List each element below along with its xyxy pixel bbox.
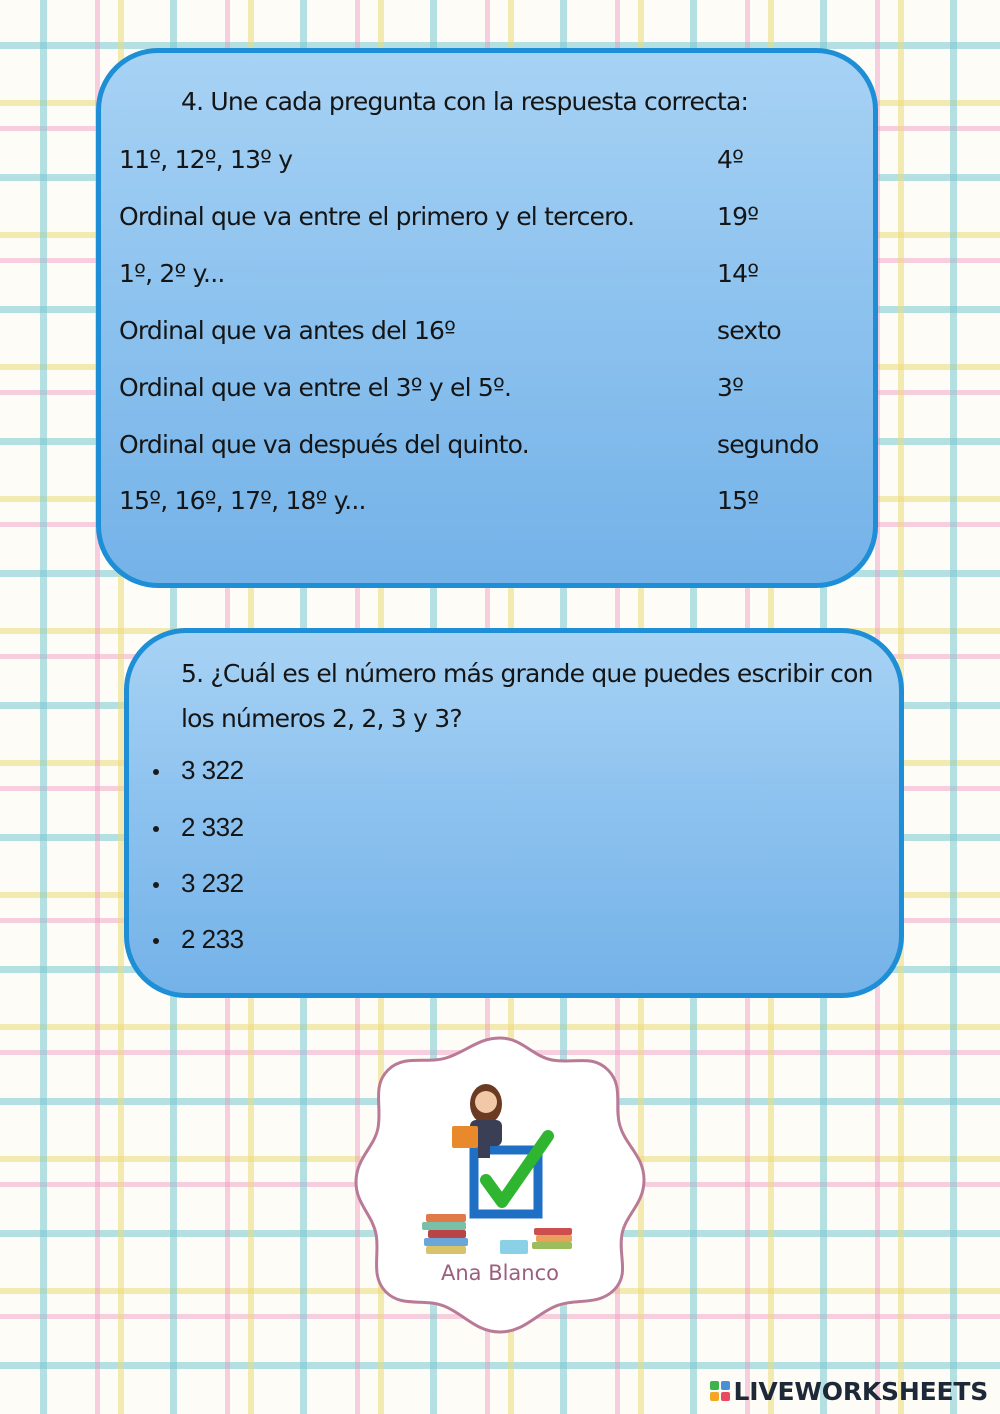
match-answer[interactable]: 14º (717, 259, 759, 288)
option-label[interactable]: 2 332 (181, 812, 244, 842)
option-label[interactable]: 2 233 (181, 924, 244, 954)
match-question[interactable]: 15º, 16º, 17º, 18º y... (119, 486, 366, 515)
exercise-5-question: 5. ¿Cuál es el número más grande que puedes escribir con los números 2, 2, 3 y 3? (181, 659, 873, 733)
liveworksheets-wordmark: LIVEWORKSHEETS (733, 1376, 988, 1406)
match-row (119, 486, 859, 526)
match-answer[interactable]: 15º (717, 486, 759, 515)
match-answer[interactable]: 4º (717, 145, 744, 174)
match-row (119, 373, 859, 413)
exercise-4-card (96, 48, 878, 588)
match-question[interactable]: Ordinal que va antes del 16º (119, 316, 456, 345)
liveworksheets-logo[interactable] (710, 1376, 988, 1406)
match-answer[interactable]: sexto (717, 316, 781, 345)
author-badge (352, 1032, 648, 1338)
exercise-4-title: 4. Une cada pregunta con la respuesta correcta: (181, 87, 749, 116)
match-question[interactable]: 1º, 2º y... (119, 259, 225, 288)
answer-option[interactable] (129, 868, 529, 908)
match-question[interactable]: Ordinal que va entre el primero y el tercero. (119, 202, 635, 231)
match-row (119, 202, 859, 242)
liveworksheets-mark-icon (710, 1381, 730, 1401)
match-row (119, 430, 859, 470)
match-row (119, 259, 859, 299)
match-answer[interactable]: 19º (717, 202, 759, 231)
badge-name: Ana Blanco (440, 1261, 560, 1285)
bullet-icon (153, 938, 159, 944)
match-question[interactable]: Ordinal que va después del quinto. (119, 430, 529, 459)
answer-option[interactable] (129, 755, 529, 795)
match-question[interactable]: 11º, 12º, 13º y (119, 145, 293, 174)
match-answer[interactable]: segundo (717, 430, 819, 459)
badge-frame (352, 1032, 648, 1338)
bullet-icon (153, 826, 159, 832)
option-label[interactable]: 3 322 (181, 755, 244, 785)
exercise-5-card (124, 628, 904, 998)
match-answer[interactable]: 3º (717, 373, 744, 402)
bullet-icon (153, 769, 159, 775)
match-question[interactable]: Ordinal que va entre el 3º y el 5º. (119, 373, 512, 402)
match-row (119, 145, 859, 185)
option-label[interactable]: 3 232 (181, 868, 244, 898)
answer-option[interactable] (129, 924, 529, 964)
bullet-icon (153, 882, 159, 888)
match-row (119, 316, 859, 356)
answer-option[interactable] (129, 812, 529, 852)
